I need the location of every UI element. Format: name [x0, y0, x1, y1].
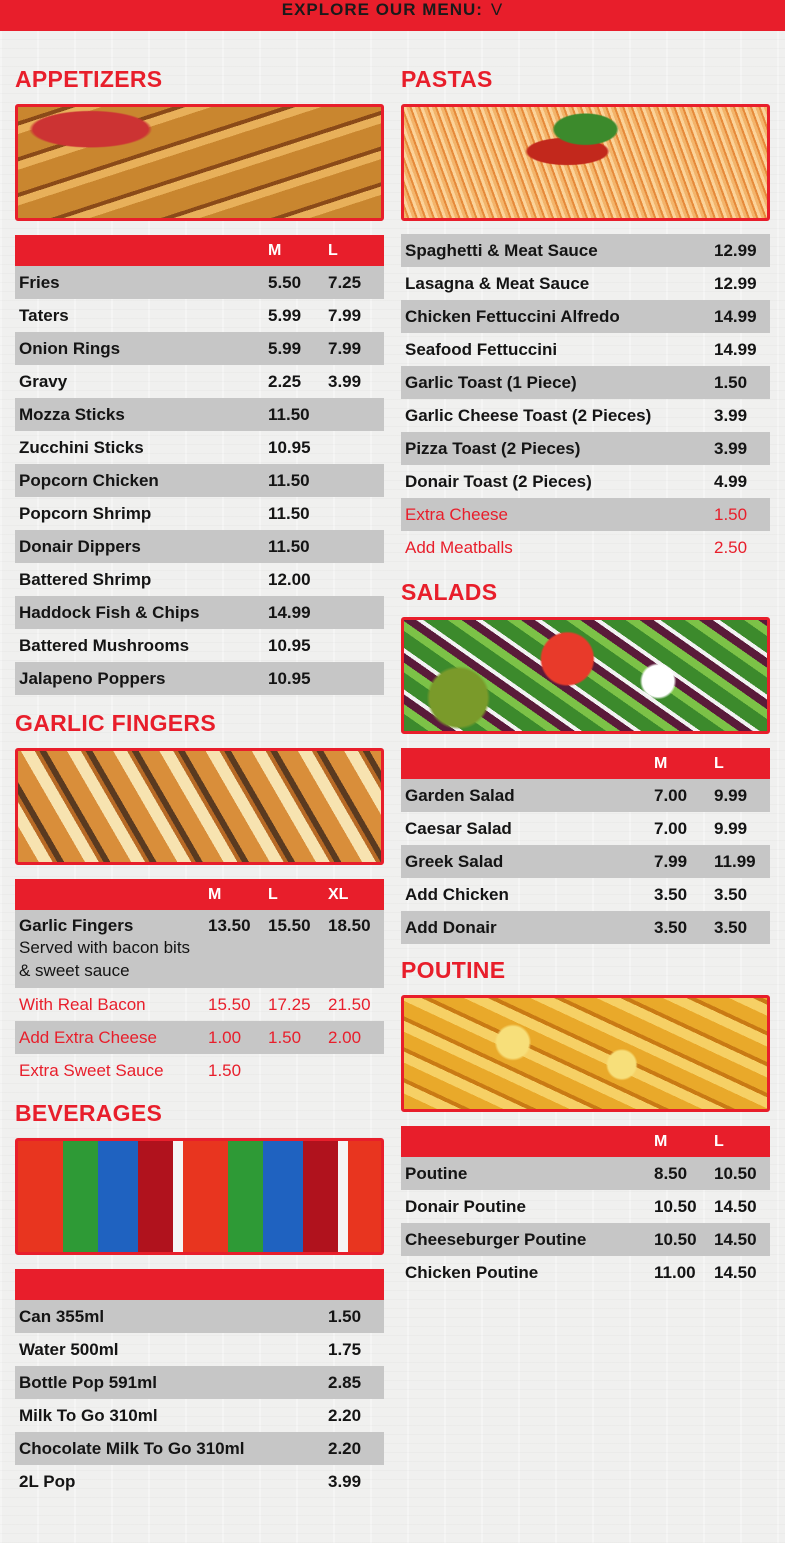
- item-name: Chocolate Milk To Go 310ml: [19, 1438, 245, 1458]
- price-l: 9.99: [714, 818, 748, 838]
- item-name: Lasagna & Meat Sauce: [405, 273, 590, 293]
- price: 3.99: [714, 405, 748, 425]
- table-row: [15, 299, 384, 332]
- table-row: [15, 1333, 384, 1366]
- appetizers-title: APPETIZERS: [15, 66, 163, 92]
- price-l: [264, 1054, 324, 1087]
- price-m: 11.50: [268, 536, 310, 556]
- price-m: 2.25: [268, 371, 302, 391]
- price: 2.20: [328, 1405, 362, 1425]
- table-row: [15, 1021, 384, 1054]
- table-row: [15, 266, 384, 299]
- item-name: Haddock Fish & Chips: [19, 602, 200, 622]
- item-name: Poutine: [405, 1163, 468, 1183]
- item-name: Spaghetti & Meat Sauce: [405, 240, 598, 260]
- table-row: [401, 911, 770, 944]
- price-m: 1.00: [208, 1027, 242, 1047]
- table-row: [15, 1300, 384, 1333]
- table-row: [15, 365, 384, 398]
- item-name: Fries: [19, 272, 60, 292]
- item-name: Caesar Salad: [405, 818, 512, 838]
- item-name: Chicken Fettuccini Alfredo: [405, 306, 620, 326]
- table-row: [15, 530, 384, 563]
- price: 4.99: [714, 471, 748, 491]
- price-m: 7.00: [654, 785, 688, 805]
- garlic-fingers-photo: [15, 748, 384, 865]
- table-header: [15, 1269, 384, 1300]
- price-l: [324, 563, 384, 596]
- item-name: Garden Salad: [405, 785, 515, 805]
- price: 1.50: [714, 504, 748, 524]
- table-row: [15, 1399, 384, 1432]
- item-name: Donair Toast (2 Pieces): [405, 471, 592, 491]
- price-m: 3.50: [654, 884, 688, 904]
- table-row: [15, 1432, 384, 1465]
- price-m: 13.50: [208, 916, 251, 935]
- item-name: Popcorn Shrimp: [19, 503, 152, 523]
- price-m: 5.50: [268, 272, 302, 292]
- table-row: [15, 988, 384, 1021]
- addon-name: With Real Bacon: [19, 994, 146, 1014]
- table-row: [401, 333, 770, 366]
- price-l: 11.99: [714, 851, 756, 871]
- addon-name: Add Meatballs: [405, 537, 513, 557]
- table-row: [401, 812, 770, 845]
- poutine-photo: [401, 995, 770, 1112]
- table-row: [401, 779, 770, 812]
- table-row: [401, 498, 770, 531]
- price-l: [324, 497, 384, 530]
- item-name: Donair Dippers: [19, 536, 141, 556]
- col-header-m: M: [654, 754, 668, 772]
- table-row: [15, 398, 384, 431]
- price-l: 3.50: [714, 917, 748, 937]
- item-name: Popcorn Chicken: [19, 470, 159, 490]
- col-header-m: M: [654, 1132, 668, 1150]
- table-header: [401, 748, 770, 779]
- table-row: [15, 497, 384, 530]
- item-description: Served with bacon bits & sweet sauce: [19, 938, 191, 980]
- beverages-photo: [15, 1138, 384, 1255]
- table-row: [15, 464, 384, 497]
- addon-name: Add Extra Cheese: [19, 1027, 157, 1047]
- price: 3.99: [714, 438, 748, 458]
- poutine-table: [401, 1126, 770, 1289]
- price: 2.50: [714, 537, 748, 557]
- price-l: 3.99: [328, 371, 362, 391]
- table-row: [15, 563, 384, 596]
- item-name: Donair Poutine: [405, 1196, 526, 1216]
- item-name: Zucchini Sticks: [19, 437, 144, 457]
- right-column: [401, 64, 770, 1289]
- item-name: Battered Shrimp: [19, 569, 152, 589]
- price: 1.50: [328, 1306, 362, 1326]
- col-header-m: M: [268, 241, 282, 259]
- item-name: Add Donair: [405, 917, 497, 937]
- price-l: [324, 596, 384, 629]
- salads-title: SALADS: [401, 579, 498, 605]
- item-name: Chicken Poutine: [405, 1262, 539, 1282]
- price-m: 12.00: [268, 569, 311, 589]
- table-row: [401, 878, 770, 911]
- price-l: 14.50: [714, 1229, 757, 1249]
- table-row: [401, 399, 770, 432]
- appetizers-photo: [15, 104, 384, 221]
- table-row: [15, 629, 384, 662]
- item-name: Cheeseburger Poutine: [405, 1229, 587, 1249]
- col-header-xl: XL: [328, 885, 349, 903]
- left-column: [15, 64, 384, 1498]
- addon-name: Extra Sweet Sauce: [19, 1060, 164, 1080]
- table-row: [15, 1465, 384, 1498]
- table-row: [401, 234, 770, 267]
- price-xl: 21.50: [328, 994, 371, 1014]
- price-m: 3.50: [654, 917, 688, 937]
- col-header-l: L: [268, 885, 278, 903]
- item-name: Onion Rings: [19, 338, 121, 358]
- table-row: [15, 662, 384, 695]
- price-l: 7.99: [328, 305, 362, 325]
- poutine-title: POUTINE: [401, 957, 506, 983]
- price-l: 7.25: [328, 272, 362, 292]
- price-l: 17.25: [268, 994, 311, 1014]
- price-m: 10.95: [268, 668, 311, 688]
- price-m: 7.99: [654, 851, 688, 871]
- salads-table: [401, 748, 770, 944]
- price-l: 14.50: [714, 1262, 757, 1282]
- table-row: [401, 300, 770, 333]
- item-name: Water 500ml: [19, 1339, 119, 1359]
- price-l: 10.50: [714, 1163, 757, 1183]
- appetizers-table: [15, 235, 384, 695]
- price-xl: 18.50: [328, 916, 371, 935]
- price-m: 10.95: [268, 635, 311, 655]
- price-m: 14.99: [268, 602, 311, 622]
- item-name: Bottle Pop 591ml: [19, 1372, 157, 1392]
- table-row: [401, 1190, 770, 1223]
- price-l: 1.50: [268, 1027, 302, 1047]
- chevron-down-icon[interactable]: V: [490, 0, 504, 19]
- price-m: 11.50: [268, 404, 310, 424]
- price-xl: 2.00: [328, 1027, 362, 1047]
- price-xl: [324, 1054, 384, 1087]
- price-m: 7.00: [654, 818, 688, 838]
- table-row: [15, 332, 384, 365]
- item-name: Jalapeno Poppers: [19, 668, 166, 688]
- item-name: 2L Pop: [19, 1471, 76, 1491]
- item-name: Gravy: [19, 371, 68, 391]
- price-m: 10.50: [654, 1196, 697, 1216]
- col-header-l: L: [714, 1132, 724, 1150]
- col-header-l: L: [328, 241, 338, 259]
- price-l: [324, 662, 384, 695]
- price-m: 5.99: [268, 305, 302, 325]
- price-m: 10.50: [654, 1229, 697, 1249]
- garlic-fingers-table: [15, 879, 384, 1087]
- item-name: Pizza Toast (2 Pieces): [405, 438, 581, 458]
- table-row: [401, 1256, 770, 1289]
- table-row: [401, 845, 770, 878]
- price-l: [324, 431, 384, 464]
- table-row: [401, 432, 770, 465]
- table-row: [15, 596, 384, 629]
- table-row: [15, 910, 384, 988]
- item-name: Garlic Fingers: [19, 916, 134, 935]
- price-l: 9.99: [714, 785, 748, 805]
- addon-name: Extra Cheese: [405, 504, 508, 524]
- item-name: Milk To Go 310ml: [19, 1405, 158, 1425]
- table-row: [401, 267, 770, 300]
- item-name: Garlic Cheese Toast (2 Pieces): [405, 405, 652, 425]
- table-row: [401, 1157, 770, 1190]
- table-header: [401, 1126, 770, 1157]
- beverages-title: BEVERAGES: [15, 1100, 163, 1126]
- item-name: Add Chicken: [405, 884, 509, 904]
- price-m: 5.99: [268, 338, 302, 358]
- price: 14.99: [714, 306, 757, 326]
- table-row: [15, 1054, 384, 1087]
- price-l: [324, 464, 384, 497]
- table-row: [401, 366, 770, 399]
- price: 12.99: [714, 273, 757, 293]
- beverages-table: [15, 1269, 384, 1498]
- price-m: 11.50: [268, 503, 310, 523]
- table-header: [15, 235, 384, 266]
- price-l: 3.50: [714, 884, 748, 904]
- col-header-l: L: [714, 754, 724, 772]
- price: 14.99: [714, 339, 757, 359]
- price-l: [324, 530, 384, 563]
- price-l: [324, 398, 384, 431]
- price-m: 10.95: [268, 437, 311, 457]
- explore-menu-label: EXPLORE OUR MENU:: [281, 0, 483, 19]
- item-name: Can 355ml: [19, 1306, 105, 1326]
- item-name: Seafood Fettuccini: [405, 339, 558, 359]
- price-m: 15.50: [208, 994, 251, 1014]
- price-l: [324, 629, 384, 662]
- price-m: 1.50: [208, 1060, 242, 1080]
- pastas-table: [401, 234, 770, 564]
- item-name: Mozza Sticks: [19, 404, 125, 424]
- garlic-fingers-title: GARLIC FINGERS: [15, 710, 216, 736]
- price-l: 15.50: [268, 916, 311, 935]
- item-name: Battered Mushrooms: [19, 635, 190, 655]
- table-row: [401, 1223, 770, 1256]
- price: 12.99: [714, 240, 757, 260]
- table-header: [15, 879, 384, 910]
- price-m: 11.00: [654, 1262, 696, 1282]
- price-m: 11.50: [268, 470, 310, 490]
- price-m: 8.50: [654, 1163, 688, 1183]
- table-row: [401, 465, 770, 498]
- table-row: [15, 1366, 384, 1399]
- price-l: 14.50: [714, 1196, 757, 1216]
- item-name: Taters: [19, 305, 69, 325]
- price: 1.75: [328, 1339, 362, 1359]
- col-header-m: M: [208, 885, 222, 903]
- price-l: 7.99: [328, 338, 362, 358]
- table-row: [15, 431, 384, 464]
- item-name: Greek Salad: [405, 851, 504, 871]
- pastas-photo: [401, 104, 770, 221]
- price: 3.99: [328, 1471, 362, 1491]
- pastas-title: PASTAS: [401, 66, 493, 92]
- table-row: [401, 531, 770, 564]
- price: 1.50: [714, 372, 748, 392]
- price: 2.85: [328, 1372, 362, 1392]
- price: 2.20: [328, 1438, 362, 1458]
- item-name: Garlic Toast (1 Piece): [405, 372, 577, 392]
- salads-photo: [401, 617, 770, 734]
- explore-menu-bar[interactable]: [0, 0, 785, 31]
